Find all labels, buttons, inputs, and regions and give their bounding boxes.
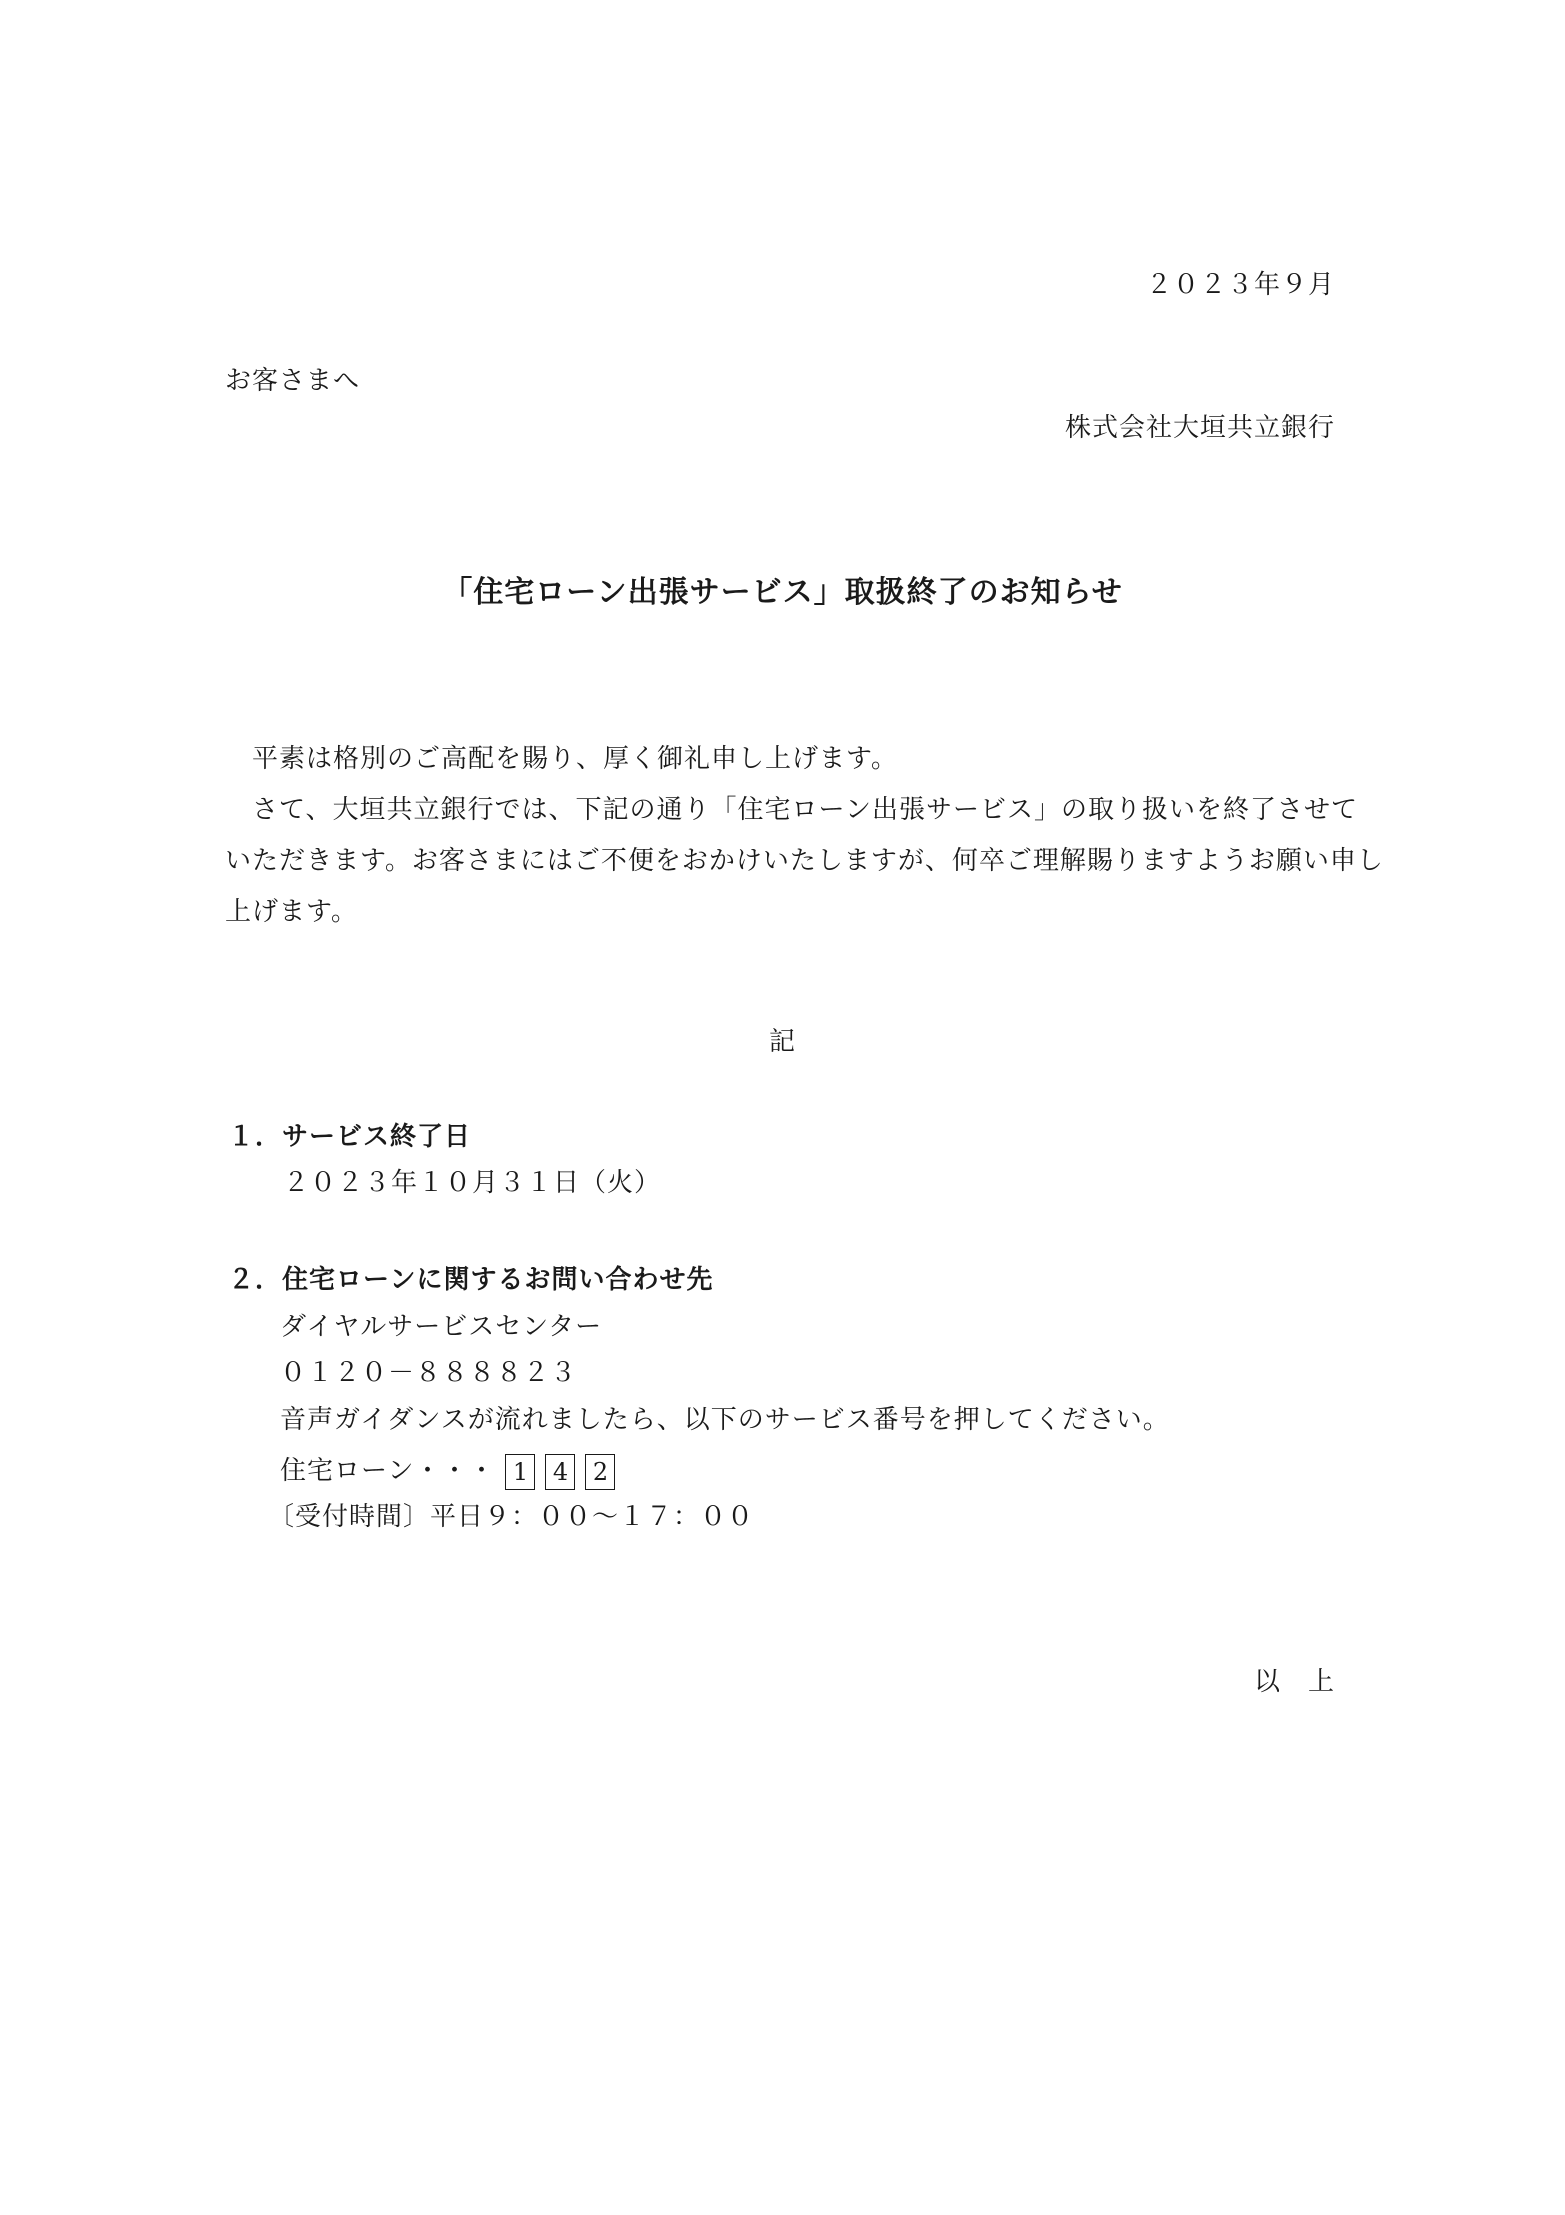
guidance-instruction: 音声ガイダンスが流れましたら、以下のサービス番号を押してください。 — [280, 1405, 1170, 1435]
item1-heading: １．サービス終了日 — [228, 1122, 472, 1152]
service-digit-3: 2 — [585, 1454, 615, 1490]
service-center-name: ダイヤルサービスセンター — [280, 1312, 603, 1342]
phone-number: ０１２０－８８８８２３ — [280, 1358, 578, 1388]
service-digit-1: 1 — [505, 1454, 535, 1490]
sender-name: 株式会社大垣共立銀行 — [1064, 413, 1335, 443]
body-line-1: 平素は格別のご高配を賜り、厚く御礼申し上げます。 — [252, 744, 898, 774]
service-end-date: ２０２３年１０月３１日（火） — [283, 1168, 662, 1198]
service-digit-2: 4 — [545, 1454, 575, 1490]
service-number-row — [280, 1454, 615, 1490]
reception-hours: 〔受付時間〕平日９：００～１７：００ — [268, 1502, 755, 1532]
recipient: お客さまへ — [225, 366, 361, 396]
body-line-4: 上げます。 — [225, 897, 358, 927]
body-line-2: さて、大垣共立銀行では、下記の通り「住宅ローン出張サービス」の取り扱いを終了させて — [252, 795, 1358, 825]
service-label: 住宅ローン・・・ — [280, 1456, 496, 1486]
service-number-digits — [495, 1454, 615, 1490]
body-line-3: いただきます。お客さまにはご不便をおかけいたしますが、何卒ご理解賜りますようお願い申し — [225, 846, 1384, 876]
item2-heading: ２．住宅ローンに関するお問い合わせ先 — [228, 1265, 714, 1295]
ki-heading: 記 — [768, 1027, 796, 1057]
closing-mark: 以 上 — [1253, 1667, 1335, 1697]
document-date: ２０２３年９月 — [1145, 270, 1335, 300]
document-title: 「住宅ローン出張サービス」取扱終了のお知らせ — [442, 575, 1123, 610]
